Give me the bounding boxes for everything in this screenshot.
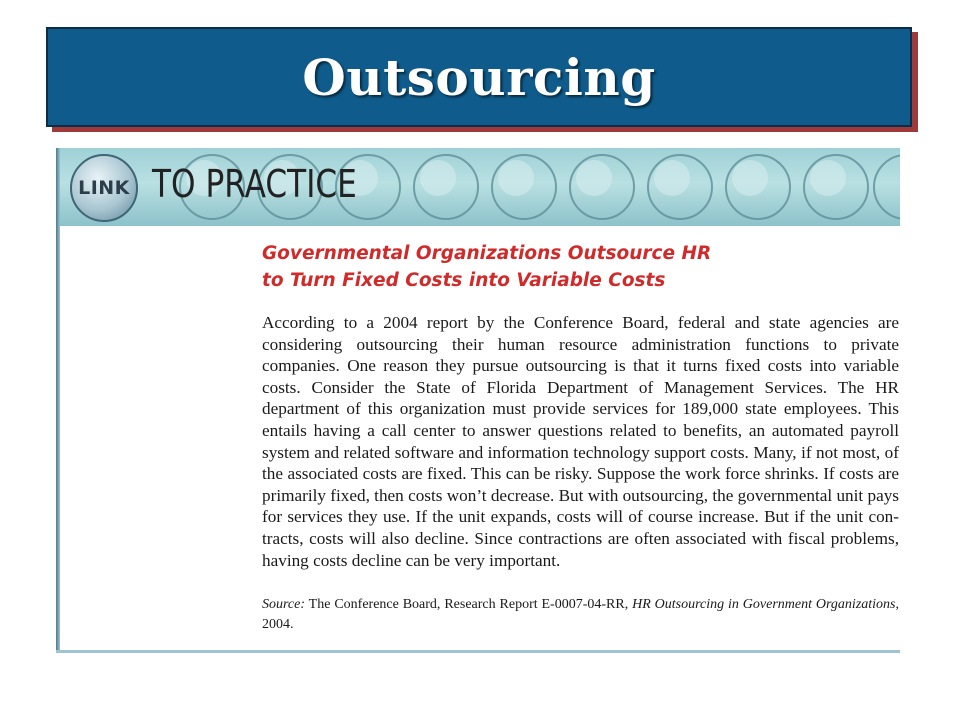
title-bar xyxy=(46,27,912,127)
headline-line-1: Governmental Organizations Outsource HR xyxy=(262,243,712,264)
article-body: According to a 2004 report by the Conference Board, federal and state agencies are considering outsourcing their human resource administration functions to private companies. One reason they pursue outsourcing is that it turns fixed costs into variable costs. Consider the State of Florida Department of Management Services. The HR department of this organization must provide services for 189,000 state employees. This entails having a call center to answer questions related to benefits, an automated payroll system and related software and information technology support costs. Many, if not most, of the associated costs are fixed. This can be risky. Suppose the work force shrinks. If costs are primarily fixed, then costs won’t decrease. But with outsourcing, the governmental unit pays for services they use. If the unit expands, costs will of course increase. But if the unit contracts, costs will also decline. Since contractions are often associated with fiscal problems, having costs decline can be very important. xyxy=(262,313,899,570)
link-logo xyxy=(70,154,138,222)
headline-line-2: to Turn Fixed Costs into Variable Costs xyxy=(262,270,666,291)
link-logo-text: LINK xyxy=(78,177,130,199)
panel-bottom-rule xyxy=(56,650,900,653)
source-title: HR Outsourcing in Government Organizations xyxy=(632,597,896,612)
source-year: , 2004. xyxy=(262,597,899,632)
source-label: Source: xyxy=(262,597,306,612)
article-headline xyxy=(262,240,862,294)
slide-title: Outsourcing xyxy=(302,47,656,107)
source-citation xyxy=(262,595,899,635)
source-text: The Conference Board, Research Report E-0007-04-RR, xyxy=(305,597,633,612)
link-to-practice-banner xyxy=(60,148,900,226)
textbook-excerpt xyxy=(56,148,900,653)
banner-label: TO PRACTICE xyxy=(152,162,357,206)
